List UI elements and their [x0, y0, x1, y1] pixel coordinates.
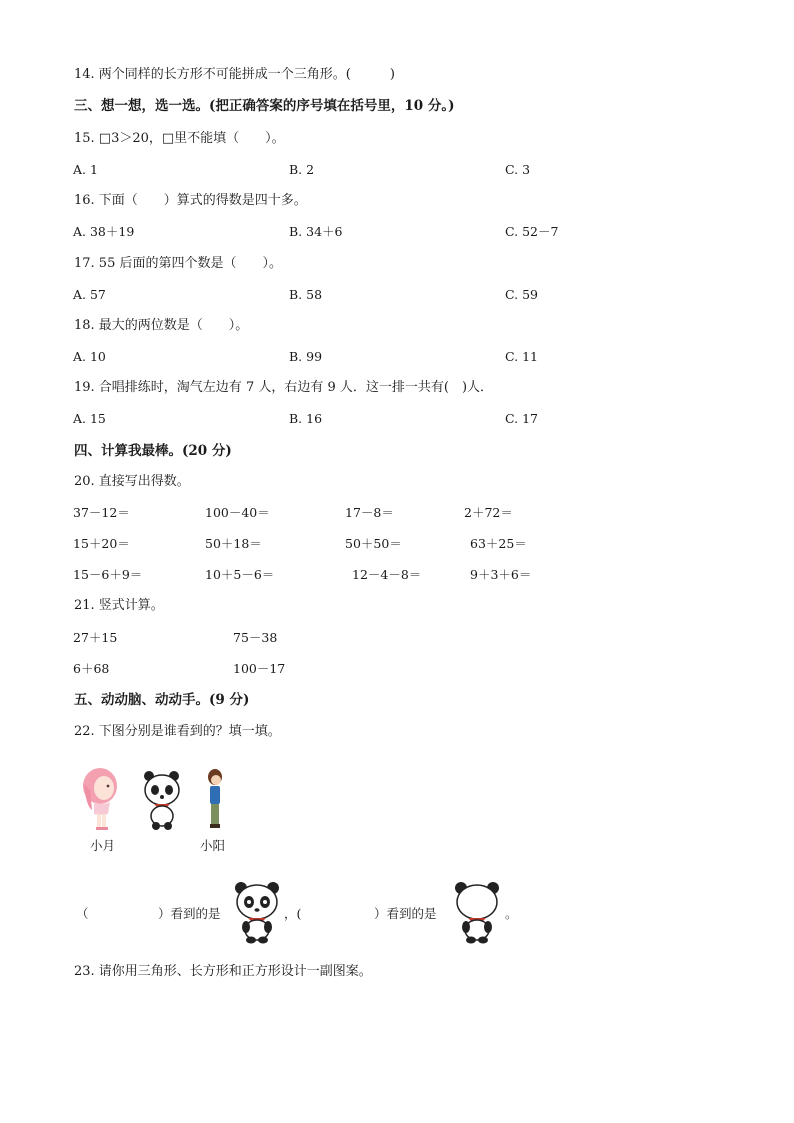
calc-item: 100－40＝	[205, 505, 270, 520]
q17-option-b: B. 58	[289, 287, 323, 302]
q16-option-a: A. 38＋19	[73, 224, 135, 239]
q22-fill-comma: ，(	[284, 906, 302, 921]
q22-fill-close-1: ）看到的是	[158, 906, 221, 921]
calc-item: 10＋5－6＝	[205, 567, 275, 582]
vertical-calc-item: 75－38	[233, 630, 278, 645]
boy-xiaoyang-illustration	[202, 768, 228, 834]
q16-option-b: B. 34＋6	[289, 224, 343, 239]
calc-item: 2＋72＝	[464, 505, 513, 520]
label-xiaoyue: 小月	[90, 838, 116, 853]
label-xiaoyang: 小阳	[200, 838, 226, 853]
question-15: 15. □3＞20，□里不能填（ ）。	[74, 131, 285, 146]
calc-item: 50＋50＝	[345, 536, 402, 551]
question-16: 16. 下面（ ）算式的得数是四十多。	[74, 193, 307, 208]
calc-item: 15－6＋9＝	[73, 567, 143, 582]
question-22: 22. 下图分别是谁看到的？填一填。	[74, 724, 281, 739]
vertical-calc-item: 100－17	[233, 661, 286, 676]
calc-item: 50＋18＝	[205, 536, 262, 551]
q15-option-a: A. 1	[73, 162, 98, 177]
q18-option-a: A. 10	[73, 349, 106, 364]
q18-option-c: C. 11	[505, 349, 538, 364]
question-21: 21. 竖式计算。	[74, 598, 164, 613]
q22-fill-end: 。	[505, 906, 518, 921]
q15-option-c: C. 3	[505, 162, 531, 177]
q22-fill-open-1: （	[76, 906, 89, 921]
section-4-heading: 四、计算我最棒。(20 分)	[74, 443, 232, 459]
panda-front-illustration	[232, 880, 282, 944]
question-19: 19. 合唱排练时，淘气左边有 7 人，右边有 9 人．这一排一共有( )人．	[74, 380, 494, 395]
question-17: 17. 55 后面的第四个数是（ ）。	[74, 256, 282, 271]
q17-option-a: A. 57	[73, 287, 106, 302]
calc-item: 9＋3＋6＝	[470, 567, 532, 582]
q16-option-c: C. 52－7	[505, 224, 559, 239]
question-23: 23. 请你用三角形、长方形和正方形设计一副图案。	[74, 964, 372, 979]
q17-option-c: C. 59	[505, 287, 538, 302]
panda-back-illustration	[452, 880, 502, 944]
question-20: 20. 直接写出得数。	[74, 474, 190, 489]
girl-xiaoyue-illustration	[80, 766, 124, 834]
section-3-heading: 三、想一想，选一选。(把正确答案的序号填在括号里，10 分。)	[74, 98, 455, 114]
calc-item: 15＋20＝	[73, 536, 130, 551]
section-5-heading: 五、动动脑、动动手。(9 分)	[74, 692, 250, 708]
q15-option-b: B. 2	[289, 162, 315, 177]
q22-fill-close-2: ）看到的是	[374, 906, 437, 921]
q18-option-b: B. 99	[289, 349, 323, 364]
vertical-calc-item: 27＋15	[73, 630, 118, 645]
q19-option-c: C. 17	[505, 411, 538, 426]
calc-item: 17－8＝	[345, 505, 394, 520]
question-14: 14. 两个同样的长方形不可能拼成一个三角形。( )	[74, 67, 395, 82]
question-18: 18. 最大的两位数是（ ）。	[74, 318, 249, 333]
vertical-calc-item: 6＋68	[73, 661, 110, 676]
calc-item: 37－12＝	[73, 505, 130, 520]
calc-item: 12－4－8＝	[352, 567, 422, 582]
calc-item: 63＋25＝	[470, 536, 527, 551]
panda-side-illustration	[140, 770, 184, 832]
q19-option-a: A. 15	[73, 411, 106, 426]
q19-option-b: B. 16	[289, 411, 323, 426]
